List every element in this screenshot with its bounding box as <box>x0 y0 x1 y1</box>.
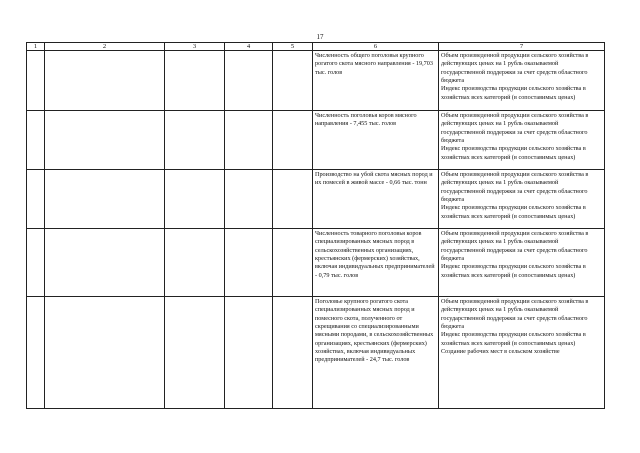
performance-indicators <box>439 51 605 111</box>
program-table <box>26 42 605 409</box>
cell-col1 <box>27 51 45 111</box>
cell-col5 <box>273 111 313 170</box>
cell-col3 <box>165 111 225 170</box>
column-number-row <box>27 43 605 51</box>
indicator-item: Индекс производства продукции сельского хозяйства в хозяйствах всех категорий (в сопоставимых ценах) <box>441 204 586 220</box>
cell-col1 <box>27 170 45 229</box>
cell-col3 <box>165 51 225 111</box>
cell-col1 <box>27 111 45 170</box>
performance-indicators <box>439 170 605 229</box>
indicator-item: Индекс производства продукции сельского хозяйства в хозяйствах всех категорий (в сопоставимых ценах) <box>441 85 586 101</box>
table-row <box>27 111 605 170</box>
table-row <box>27 229 605 297</box>
column-number-1: 1 <box>27 43 45 51</box>
column-number-5: 5 <box>273 43 313 51</box>
cell-col4 <box>225 170 273 229</box>
indicator-item: Объем произведенной продукции сельского хозяйства в действующих ценах на 1 рубль оказываемой государственной поддержки за счет средств областного бюджета <box>441 52 589 85</box>
cell-col2 <box>45 111 165 170</box>
cell-col4 <box>225 51 273 111</box>
cell-col4 <box>225 297 273 409</box>
target-indicator: Численность общего поголовья крупного рогатого скота мясного направления - 19,703 тыс. голов <box>313 51 439 111</box>
table-row <box>27 51 605 111</box>
cell-col1 <box>27 297 45 409</box>
cell-col1 <box>27 229 45 297</box>
indicator-item: Создание рабочих мест в сельском хозяйстве <box>441 348 560 356</box>
cell-col2 <box>45 229 165 297</box>
column-number-7: 7 <box>439 43 605 51</box>
cell-col5 <box>273 51 313 111</box>
table-row <box>27 297 605 409</box>
target-indicator: Численность товарного поголовья коров специализированных мясных пород в сельскохозяйственных организациях, крестьянских (фермерских) хозяйствах, включая индивидуальных предпринимателей - 0,79 тыс. голов <box>313 229 439 297</box>
cell-col2 <box>45 297 165 409</box>
indicator-item: Объем произведенной продукции сельского хозяйства в действующих ценах на 1 рубль оказываемой государственной поддержки за счет средств областного бюджета <box>441 230 589 263</box>
cell-col3 <box>165 297 225 409</box>
target-indicator: Численность поголовья коров мясного направления - 7,455 тыс. голов <box>313 111 439 170</box>
cell-col2 <box>45 170 165 229</box>
performance-indicators <box>439 111 605 170</box>
column-number-4: 4 <box>225 43 273 51</box>
indicator-item: Объем произведенной продукции сельского хозяйства в действующих ценах на 1 рубль оказываемой государственной поддержки за счет средств областного бюджета <box>441 171 589 204</box>
cell-col5 <box>273 229 313 297</box>
cell-col4 <box>225 229 273 297</box>
target-indicator: Поголовье крупного рогатого скота специализированных мясных пород и помесного скота, полученного от скрещивания со специализированными мясными породами, в сельскохозяйственных организациях, крестьянских (фермерских) хозяйствах, включая индивидуальных предпринимателей - 24,7 тыс. голов <box>313 297 439 409</box>
indicator-item: Объем произведенной продукции сельского хозяйства в действующих ценах на 1 рубль оказываемой государственной поддержки за счет средств областного бюджета <box>441 112 589 145</box>
indicator-item: Индекс производства продукции сельского хозяйства в хозяйствах всех категорий (в сопоставимых ценах) <box>441 331 586 347</box>
cell-col2 <box>45 51 165 111</box>
target-indicator: Производство на убой скота мясных пород и их помесей в живой массе - 0,66 тыс. тонн <box>313 170 439 229</box>
page-number: 17 <box>316 33 324 41</box>
performance-indicators <box>439 297 605 409</box>
cell-col3 <box>165 170 225 229</box>
indicator-item: Индекс производства продукции сельского хозяйства в хозяйствах всех категорий (в сопоставимых ценах) <box>441 145 586 161</box>
cell-col3 <box>165 229 225 297</box>
indicator-item: Индекс производства продукции сельского хозяйства в хозяйствах всех категорий (в сопоставимых ценах) <box>441 263 586 279</box>
column-number-6: 6 <box>313 43 439 51</box>
column-number-2: 2 <box>45 43 165 51</box>
performance-indicators <box>439 229 605 297</box>
cell-col5 <box>273 170 313 229</box>
cell-col5 <box>273 297 313 409</box>
cell-col4 <box>225 111 273 170</box>
column-number-3: 3 <box>165 43 225 51</box>
indicator-item: Объем произведенной продукции сельского хозяйства в действующих ценах на 1 рубль оказываемой государственной поддержки за счет средств областного бюджета <box>441 298 589 331</box>
table-row <box>27 170 605 229</box>
